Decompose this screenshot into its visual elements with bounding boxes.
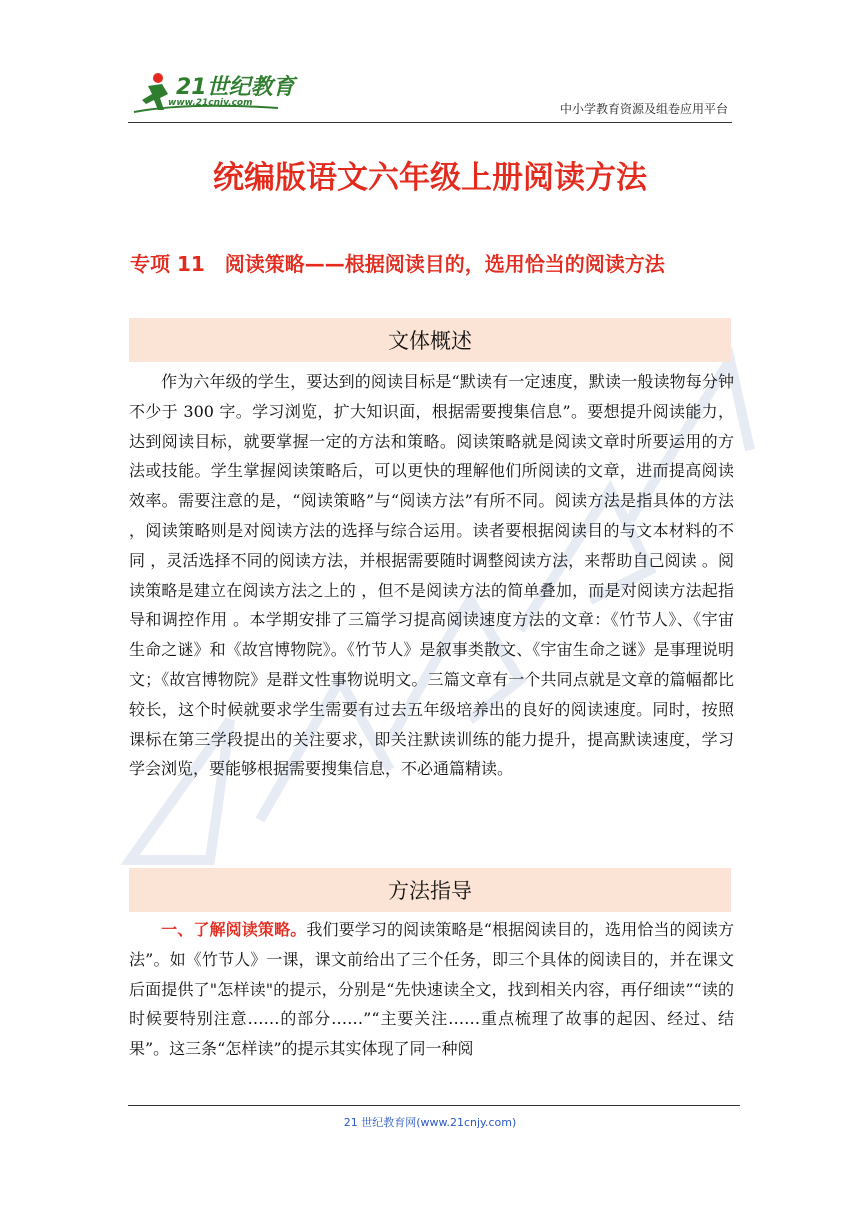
guidance-lead: 一、了解阅读策略。 <box>161 920 307 939</box>
section-heading-band <box>129 318 731 362</box>
overview-text: 作为六年级的学生，要达到的阅读目标是“默读有一定速度，默读一般读物每分钟不少于 300 字。学习浏览，扩大知识面，根据需要搜集信息”。要想提升阅读能力，达到阅读目标，就要掌握一定的方法和策略。阅读策略就是阅读文章时所要运用的方法或技能。学生掌握阅读策略后，可以更快的理解他们所阅读的文章，进而提高阅读效率。需要注意的是，“阅读策略”与“阅读方法”有所不同。阅读方法是指具体的方法 ，阅读策略则是对阅读方法的选择与综合运用。读者要根据阅读目的与文本材料的不同 ，灵活选择不同的阅读方法，并根据需要随时调整阅读方法，来帮助自己阅读 。阅读策略是建立在阅读方法之上的 ，但不是阅读方法的简单叠加，而是对阅读方法起指导和调控作用 。本学期安排了三篇学习提高阅读速度方法的文章：《竹节人》、《宇宙生命之谜》和《故宫博物院》。《竹节人》是叙事类散文、《宇宙生命之谜》是事理说明文；《故宫博物院》是群文性事物说明文。三篇文章有一个共同点就是文章的篇幅都比较长，这个时候就要求学生需要有过去五年级培养出的良好的阅读速度。同时，按照课标在第三学段提出的关注要求，即关注默读训练的能力提升，提高默读速度，学习学会浏览，要能够根据需要搜集信息，不必通篇精读。 <box>129 372 734 779</box>
header-divider <box>128 122 732 123</box>
overview-paragraph <box>129 367 734 784</box>
document-title: 统编版语文六年级上册阅读方法 <box>213 160 647 196</box>
section-heading: 文体概述 <box>388 329 472 353</box>
footer-link[interactable]: 21 世纪教育网(www.21cnjy.com) <box>343 1116 517 1129</box>
document-subtitle: 专项 11 阅读策略——根据阅读目的，选用恰当的阅读方法 <box>130 252 665 276</box>
platform-label: 中小学教育资源及组卷应用平台 <box>559 102 728 116</box>
logo <box>128 68 298 120</box>
section-heading: 方法指导 <box>388 879 472 903</box>
logo-text: 21世纪教育 <box>176 75 295 100</box>
footer-divider <box>128 1105 740 1106</box>
page-header <box>128 68 728 120</box>
logo-url: www.21cnjy.com <box>168 98 253 108</box>
section-heading-band <box>129 868 731 912</box>
guidance-paragraph <box>129 915 734 1064</box>
guidance-text: 我们要学习的阅读策略是“根据阅读目的，选用恰当的阅读方法”。如《竹节人》一课，课文前给出了三个任务，即三个具体的阅读目的，并在课文后面提供了"怎样读"的提示，分别是“先快速读全文，找到相关内容，再仔细读”“读的时候要特别注意……的部分……”“主要关注……重点梳理了故事的起因、经过、结果”。这三条“怎样读”的提示其实体现了同一种阅 <box>129 920 734 1059</box>
